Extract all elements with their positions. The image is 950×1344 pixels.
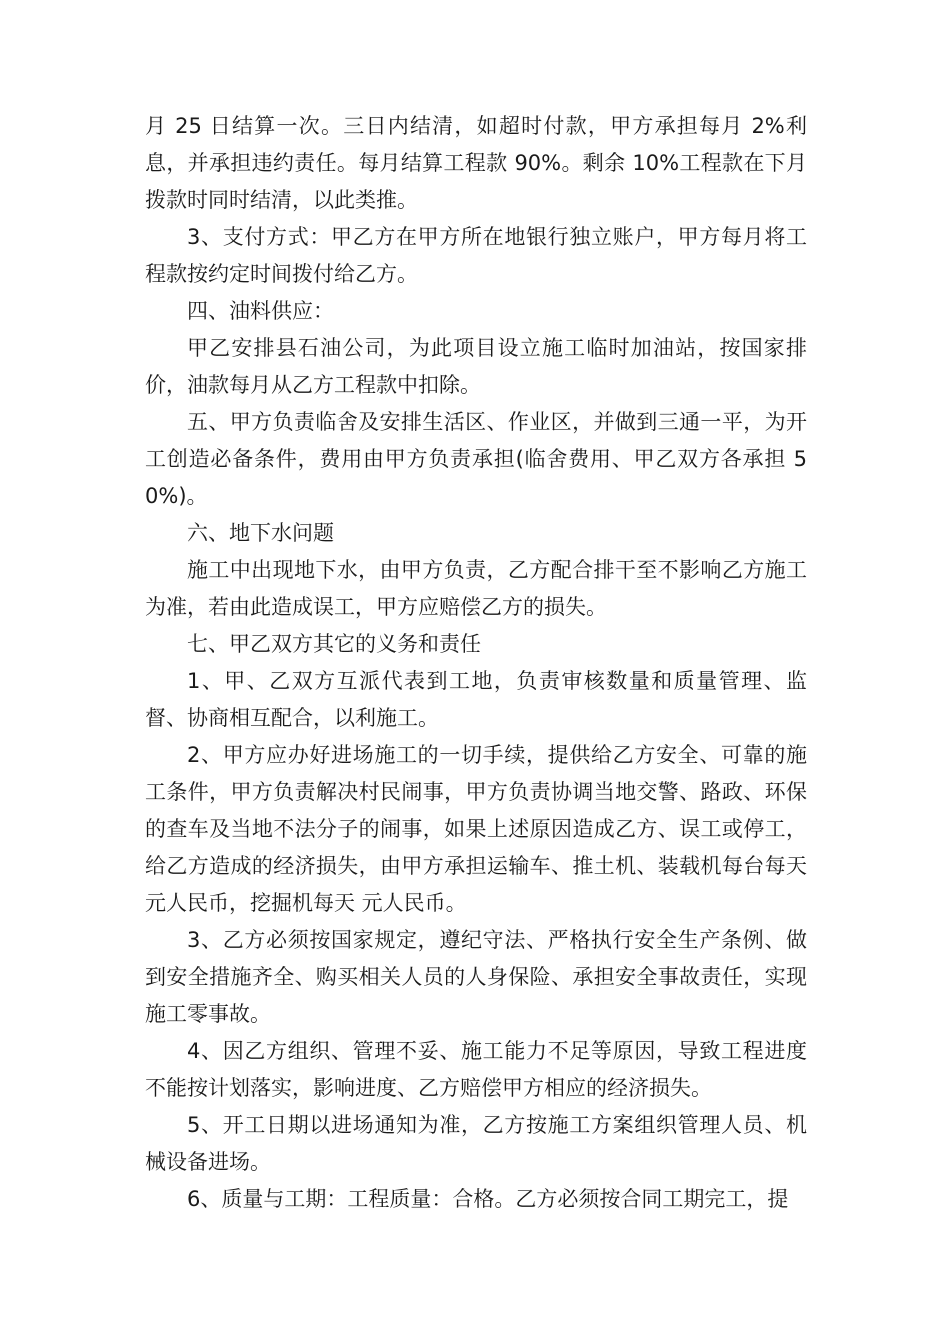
paragraph-obligation-4: 4、因乙方组织、管理不妥、施工能力不足等原因，导致工程进度不能按计划落实，影响进度、乙方赔偿甲方相应的经济损失。 <box>145 1039 807 1100</box>
paragraph-obligation-1: 1、甲、乙双方互派代表到工地，负责审核数量和质量管理、监督、协商相互配合，以利施工。 <box>145 669 807 730</box>
paragraph-obligation-5: 5、开工日期以进场通知为准，乙方按施工方案组织管理人员、机械设备进场。 <box>145 1113 807 1174</box>
paragraph-groundwater: 施工中出现地下水，由甲方负责，乙方配合排干至不影响乙方施工为准，若由此造成误工，甲方应赔偿乙方的损失。 <box>145 558 807 619</box>
paragraph-obligation-2: 2、甲方应办好进场施工的一切手续，提供给乙方安全、可靠的施工条件，甲方负责解决村民闹事，甲方负责协调当地交警、路政、环保的查车及当地不法分子的闹事，如果上述原因造成乙方、误工或停工，给乙方造成的经济损失，由甲方承担运输车、推土机、装载机每台每天 元人民币，挖掘机每天 元人民币。 <box>145 743 807 915</box>
paragraph-living-area: 五、甲方负责临舍及安排生活区、作业区，并做到三通一平，为开工创造必备条件，费用由甲方负责承担(临舍费用、甲乙双方各承担 50%)。 <box>145 410 807 508</box>
heading-fuel-supply: 四、油料供应： <box>187 299 334 323</box>
paragraph-obligation-6: 6、质量与工期：工程质量：合格。乙方必须按合同工期完工，提 <box>187 1187 789 1211</box>
paragraph-settlement-terms: 月 25 日结算一次。三日内结清，如超时付款，甲方承担每月 2%利息，并承担违约责任。每月结算工程款 90%。剩余 10%工程款在下月拨款时同时结清，以此类推。 <box>145 114 807 212</box>
heading-groundwater: 六、地下水问题 <box>187 521 334 545</box>
document-body <box>145 108 807 1218</box>
paragraph-fuel-supply: 甲乙安排县石油公司，为此项目设立施工临时加油站，按国家排价，油款每月从乙方工程款中扣除。 <box>145 336 807 397</box>
heading-obligations: 七、甲乙双方其它的义务和责任 <box>187 632 481 656</box>
paragraph-obligation-3: 3、乙方必须按国家规定，遵纪守法、严格执行安全生产条例、做到安全措施齐全、购买相关人员的人身保险、承担安全事故责任，实现施工零事故。 <box>145 928 807 1026</box>
paragraph-payment-method: 3、支付方式：甲乙方在甲方所在地银行独立账户，甲方每月将工程款按约定时间拨付给乙方。 <box>145 225 807 286</box>
